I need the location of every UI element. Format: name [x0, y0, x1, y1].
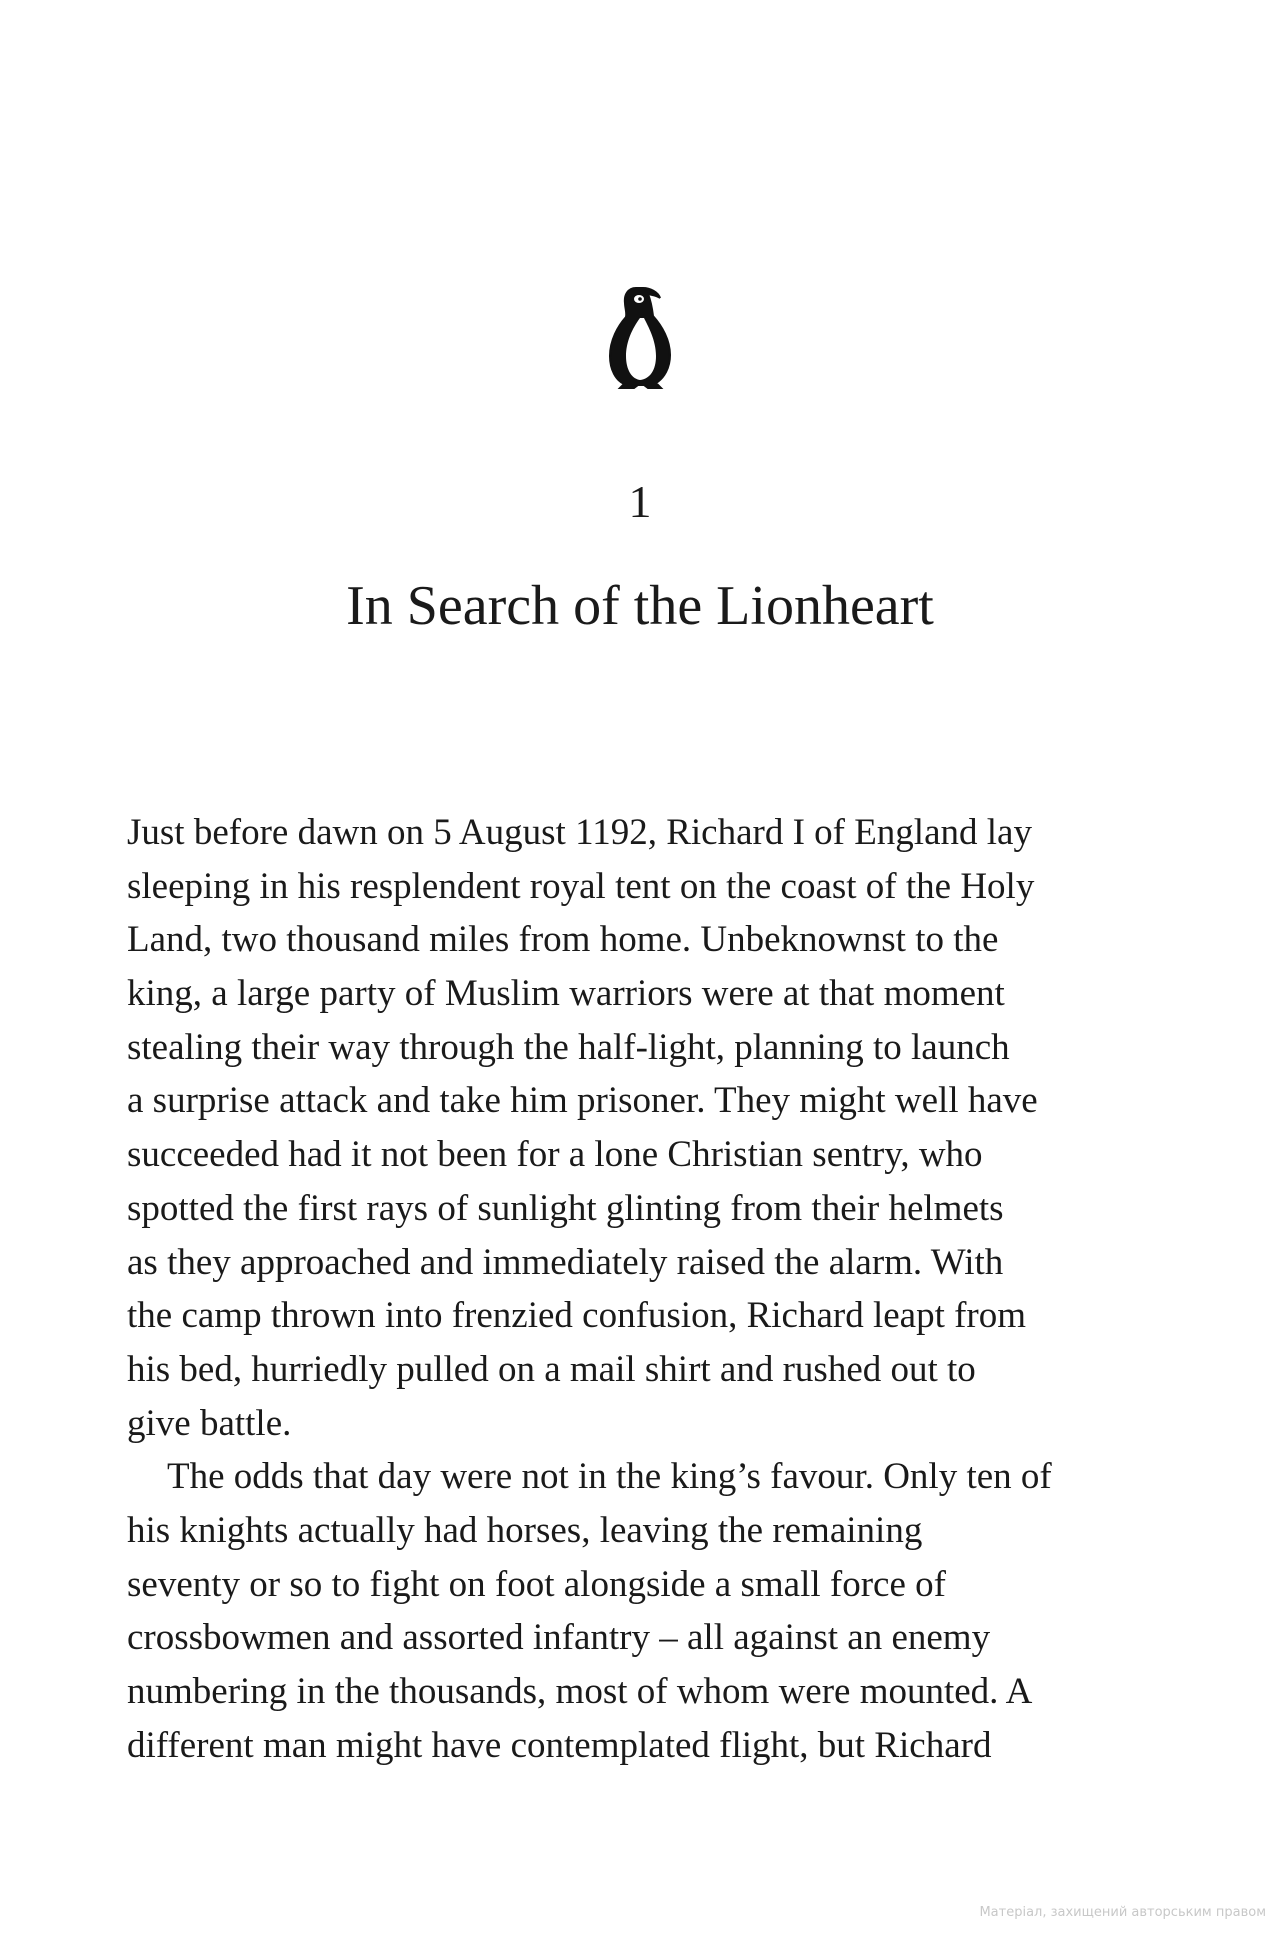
text-line: stealing their way through the half-light, planning to launch: [127, 1026, 1010, 1068]
text-line: a surprise attack and take him prisoner. They might well have: [127, 1080, 1038, 1122]
text-line: give battle.: [127, 1402, 292, 1444]
text-line: sleeping in his resplendent royal tent on the coast of the Holy: [127, 865, 1035, 907]
text-line: king, a large party of Muslim warriors were at that moment: [127, 973, 1005, 1015]
text-line: numbering in the thousands, most of whom were mounted. A: [127, 1671, 1033, 1712]
paragraph-2: [127, 1450, 1167, 1772]
text-line: The odds that day were not in the king’s favour. Only ten of: [167, 1456, 1052, 1498]
text-line: different man might have contemplated flight, but Richard: [127, 1724, 992, 1766]
text-line: the camp thrown into frenzied confusion, Richard leapt from: [127, 1295, 1027, 1337]
text-line: his knights actually had horses, leaving the remaining: [127, 1509, 923, 1551]
chapter-number: 1: [628, 476, 652, 527]
text-line: seventy or so to fight on foot alongside a small force of: [127, 1563, 946, 1605]
text-line: succeeded had it not been for a lone Christian sentry, who: [127, 1134, 983, 1176]
chapter-body: [127, 806, 1167, 1772]
paragraph-1: [127, 806, 1167, 1450]
copyright-watermark: Матеріал, захищений авторським правом: [979, 1905, 1266, 1920]
text-line: Land, two thousand miles from home. Unbeknownst to the: [127, 919, 999, 961]
text-line: spotted the first rays of sunlight glinting from their helmets: [127, 1187, 1004, 1229]
text-line: crossbowmen and assorted infantry – all against an enemy: [127, 1617, 991, 1659]
penguin-logo-icon: [598, 282, 682, 392]
text-line: his bed, hurriedly pulled on a mail shirt and rushed out to: [127, 1348, 976, 1390]
text-line: as they approached and immediately raised the alarm. With: [127, 1241, 1004, 1283]
chapter-title: In Search of the Lionheart: [346, 575, 934, 637]
text-line: Just before dawn on 5 August 1192, Richard I of England lay: [127, 812, 1032, 853]
